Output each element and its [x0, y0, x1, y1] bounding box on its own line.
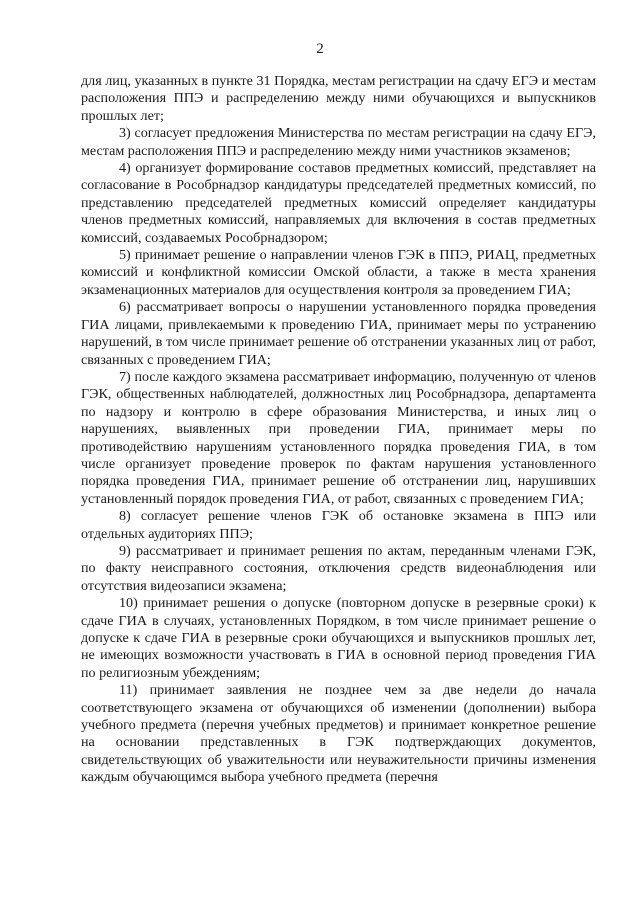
paragraph-item-3: 3) согласует предложения Министерства по местам регистрации на сдачу ЕГЭ, местам расположения ППЭ и распределению между ними участников экзаменов;	[81, 125, 596, 159]
paragraph-item-7: 7) после каждого экзамена рассматривает информацию, полученную от членов ГЭК, общественных наблюдателей, должностных лиц Рособрнадзора, департамента по надзору и контролю в сфере образования Министерства, и иных лиц о нарушениях, выявленных при проведении ГИА, принимает меры по противодействию нарушениям установленного порядка проведения ГИА, в том числе организует проведение проверок по фактам нарушения установленного порядка проведения ГИА, принимает решение об отстранении лиц, нарушивших установленный порядок проведения ГИА, от работ, связанных с проведением ГИА;	[81, 368, 596, 507]
page-number: 2	[316, 41, 324, 57]
paragraph-continuation: для лиц, указанных в пункте 31 Порядка, местам регистрации на сдачу ЕГЭ и местам расположения ППЭ и распределению между ними обучающихся и выпускников прошлых лет;	[81, 73, 596, 124]
paragraph-item-6: 6) рассматривает вопросы о нарушении установленного порядка проведения ГИА лицами, привлекаемыми к проведению ГИА, принимает меры по устранению нарушений, в том числе принимает решение об отстранении указанных лиц от работ, связанных с проведением ГИА;	[81, 299, 596, 368]
paragraph-item-11: 11) принимает заявления не позднее чем за две недели до начала соответствующего экзамена от обучающихся об изменении (дополнении) выбора учебного предмета (перечня учебных предметов) и принимает конкретное решение на основании представленных в ГЭК подтверждающих документов, свидетельствующих об уважительности или неуважительности причины изменения каждым обучающимся выбора учебного предмета (перечня	[81, 682, 596, 786]
paragraph-item-9: 9) рассматривает и принимает решения по актам, переданным членами ГЭК, по факту неисправного состояния, отключения средств видеонаблюдения или отсутствия видеозаписи экзамена;	[81, 542, 596, 594]
paragraph-item-10: 10) принимает решения о допуске (повторном допуске в резервные сроки) к сдаче ГИА в случаях, установленных Порядком, в том числе принимает решение о допуске к сдаче ГИА в резервные сроки обучающихся и выпускников прошлых лет, не имеющих возможности участвовать в ГИА в основной период проведения ГИА по религиозным убеждениям;	[81, 595, 596, 681]
body-text	[81, 73, 596, 787]
paragraph-item-5: 5) принимает решение о направлении членов ГЭК в ППЭ, РИАЦ, предметных комиссий и конфликтной комиссии Омской области, а также в места хранения экзаменационных материалов для осуществления контроля за проведением ГИА;	[81, 247, 596, 298]
paragraph-item-4: 4) организует формирование составов предметных комиссий, представляет на согласование в Рособрнадзор кандидатуры председателей предметных комиссий, по представлению председателей предметных комиссий определяет кандидатуры членов предметных комиссий, направляемых для включения в состав предметных комиссий, создаваемых Рособрнадзором;	[81, 160, 596, 246]
paragraph-item-8: 8) согласует решение членов ГЭК об остановке экзамена в ППЭ или отдельных аудиториях ППЭ;	[81, 508, 596, 542]
